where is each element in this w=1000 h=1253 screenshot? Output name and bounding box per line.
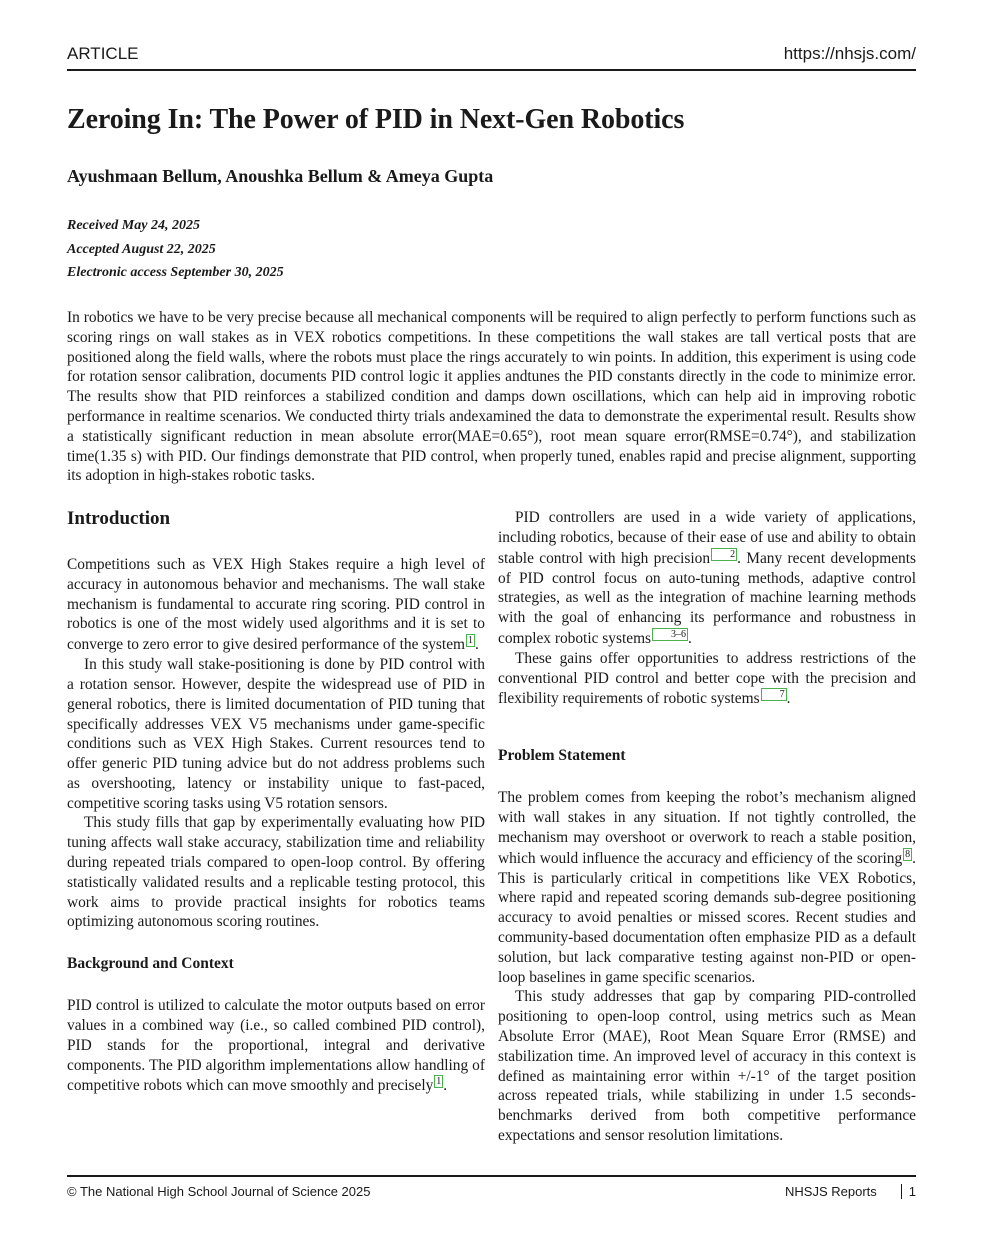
background-heading: Background and Context bbox=[67, 955, 234, 973]
publication-dates bbox=[67, 214, 284, 285]
left-column bbox=[67, 508, 485, 1096]
intro-paragraph-2: In this study wall stake-positioning is done by PID control with a rotation sensor. However, despite the widespread use of PID in general robotics, there is limited documentation of PID tuning that specifically addresses VEX V5 mechanisms under game-specific conditions such as VEX High Stakes. Current resources tend to offer generic PID tuning advice but do not address problems such as overshooting, latency or instability unique to fast-paced, competitive scoring tasks using V5 rotation sensors. bbox=[67, 656, 485, 812]
citation-link[interactable]: 2 bbox=[711, 548, 737, 561]
citation-link[interactable]: 1 bbox=[468, 635, 473, 647]
introduction-heading: Introduction bbox=[67, 508, 171, 529]
article-label: ARTICLE bbox=[67, 44, 139, 63]
citation-link[interactable]: 7 bbox=[761, 688, 787, 701]
paper-title: Zeroing In: The Power of PID in Next-Gen Robotics bbox=[67, 104, 685, 135]
intro-paragraph-1: Competitions such as VEX High Stakes require a high level of accuracy in autonomous behavior and mechanisms. The wall stake mechanism is fundamental to accurate ring scoring. PID control in robotics is one of the most widely used algorithms and it is set to converge to zero error to give desired performance of the system 1 . bbox=[67, 556, 485, 654]
footer-rule bbox=[67, 1175, 916, 1177]
copyright-text: © The National High School Journal of Science 2025 bbox=[67, 1184, 371, 1199]
page-header bbox=[67, 44, 916, 64]
page-footer bbox=[67, 1184, 916, 1199]
problem-paragraph-1: The problem comes from keeping the robot’s mechanism aligned with wall stakes in any situation. If not tightly controlled, the mechanism may overshoot or overwork to reach a stable position, which would influence the accuracy and efficiency of the scoring 8 . This is particularly critical in competitions like VEX Robotics, where rapid and repeated scoring demands sub-degree positioning accuracy to avoid penalties or missed scores. Recent studies and community-based documentation often emphasize PID as a default solution, but lack comparative testing against non-PID or open-loop baselines in game specific scenarios. bbox=[498, 789, 916, 986]
accepted-date: Accepted August 22, 2025 bbox=[67, 241, 216, 257]
pid-applications-paragraph: PID controllers are used in a wide variety of applications, including robotics, because of their ease of use and ability to obtain stable control with high precision 2 . Many recent developments of PID control focus on auto-tuning methods, adaptive control strategies, as well as the integration of machine learning methods with the goal of enhancing its performance and robustness in complex robotic systems 3–6 . bbox=[498, 509, 916, 648]
problem-paragraph-2: This study addresses that gap by comparing PID-controlled positioning to open-loop control, using metrics such as Mean Absolute Error (MAE), Root Mean Square Error (RMSE) and stabilization time. An improved level of accuracy in this context is defined as maintaining error within +/-1° of the target position across repeated trials, while stabilizing in under 1.5 seconds-benchmarks derived from both competitive performance expectations and sensor resolution limitations. bbox=[498, 988, 916, 1145]
journal-url-link[interactable]: https://nhsjs.com/ bbox=[783, 44, 916, 63]
right-column bbox=[498, 508, 916, 1146]
header-rule bbox=[67, 69, 916, 71]
page-number: 1 bbox=[901, 1184, 916, 1199]
pid-gains-paragraph: These gains offer opportunities to address restrictions of the conventional PID control and better cope with the precision and flexibility requirements of robotic systems 7 . bbox=[498, 649, 916, 708]
citation-link[interactable]: 1 bbox=[436, 1076, 442, 1088]
problem-statement-heading: Problem Statement bbox=[498, 747, 626, 765]
received-date: Received May 24, 2025 bbox=[67, 218, 200, 233]
intro-paragraph-3: This study fills that gap by experimentally evaluating how PID tuning affects wall stake accuracy, stabilization time and reliability during repeated trials compared to open-loop control. By offering statistically validated results and a replicable testing protocol, this work aims to provide practical insights for robotics teams optimizing autonomous scoring routines. bbox=[67, 814, 485, 931]
citation-link[interactable]: 8 bbox=[905, 848, 911, 860]
background-paragraph-1: PID control is utilized to calculate the motor outputs based on error values in a combined way (i.e., so called combined PID control), PID stands for the proportional, integral and derivative components. The PID algorithm implementations allow handling of competitive robots which can move smoothly and precisely 1 . bbox=[67, 997, 485, 1095]
abstract: In robotics we have to be very precise because all mechanical components will be required to align perfectly to perform functions such as scoring rings on wall stakes as in VEX robotics competitions. In these competitions the wall stakes are tall vertical posts that are positioned along the field walls, where the robots must place the rings accurately to win points. In addition, this experiment is using code for rotation sensor calibration, documents PID control logic it applies andtunes the PID constants directly in the code to minimize error. The results show that PID reinforces a stabilized condition and damps down oscillations, which can help aid in improving robotic performance in realtime scenarios. We conducted thirty trials andexamined the data to demonstrate the experimental result. Results show a statistically significant reduction in mean absolute error(MAE=0.65°), root mean square error(RMSE=0.74°), and stabilization time(1.35 s) with PID. Our findings demonstrate that PID control, when properly tuned, enables rapid and precise alignment, supporting its adoption in high-stakes robotic tasks. bbox=[67, 309, 916, 485]
authors: Ayushmaan Bellum, Anoushka Bellum & Ameya Gupta bbox=[67, 166, 494, 186]
electronic-access-date: Electronic access September 30, 2025 bbox=[67, 265, 284, 280]
journal-name: NHSJS Reports bbox=[785, 1184, 877, 1199]
citation-link[interactable]: 3–6 bbox=[652, 628, 688, 641]
